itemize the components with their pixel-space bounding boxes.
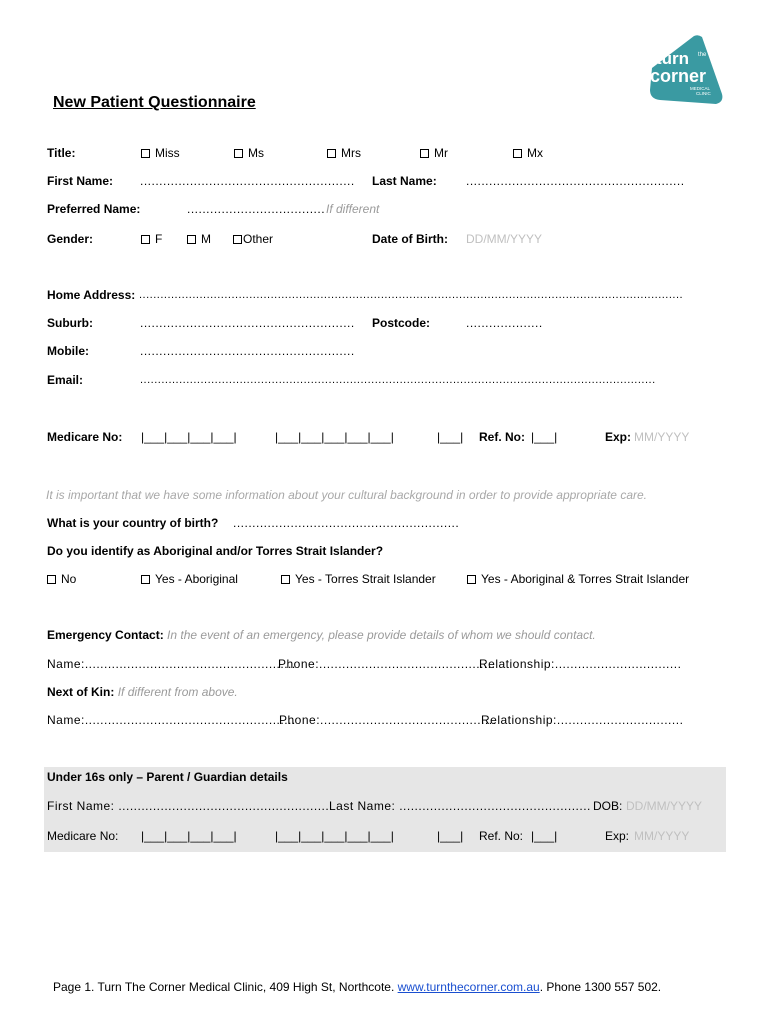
clinic-website-link[interactable]: www.turnthecorner.com.au	[397, 980, 540, 994]
preferred-name-hint: If different	[326, 202, 380, 216]
logo-the-text: the	[698, 52, 707, 58]
checkbox-icon[interactable]	[141, 575, 150, 584]
medicare-group-1[interactable]: |___|___|___|___|	[141, 430, 237, 444]
title-option-mr[interactable]: Mr	[420, 146, 448, 160]
first-name-label: First Name:	[47, 174, 114, 188]
logo-sub1-text: MEDICAL	[690, 86, 711, 91]
next-of-kin-hint: If different from above.	[117, 685, 238, 699]
gender-option-f[interactable]: F	[141, 232, 162, 246]
guardian-medicare-group-3[interactable]: |___|	[437, 829, 464, 843]
checkbox-icon[interactable]	[141, 149, 150, 158]
first-name-field[interactable]: ........................................................	[140, 174, 355, 188]
home-address-label: Home Address:	[47, 288, 136, 302]
logo-turn-text: turn	[656, 49, 690, 68]
checkbox-icon[interactable]	[327, 149, 336, 158]
clinic-logo	[646, 34, 724, 106]
emergency-name-field[interactable]: Name:.......................................................	[47, 657, 296, 671]
checkbox-icon[interactable]	[234, 149, 243, 158]
guardian-medicare-group-2[interactable]: |___|___|___|___|___|	[275, 829, 394, 843]
dob-label: Date of Birth:	[372, 232, 448, 246]
emergency-contact-hint: In the event of an emergency, please provide details of whom we should contact.	[167, 628, 596, 642]
medicare-exp-field[interactable]: MM/YYYY	[634, 430, 690, 444]
emergency-relationship-field[interactable]: Relationship:.................................	[479, 657, 682, 671]
guardian-ref-field[interactable]: |___|	[531, 829, 558, 843]
email-label: Email:	[47, 373, 84, 387]
logo-sub2-text: CLINIC	[696, 91, 711, 96]
form-title: New Patient Questionnaire	[53, 94, 256, 111]
guardian-ref-label: Ref. No:	[479, 829, 524, 843]
postcode-field[interactable]: ....................	[466, 316, 543, 330]
aboriginal-option-torres[interactable]: Yes - Torres Strait Islander	[281, 572, 436, 586]
footer-phone: . Phone 1300 557 502.	[539, 980, 662, 994]
kin-name-field[interactable]: Name:.......................................................	[47, 713, 296, 727]
mobile-label: Mobile:	[47, 344, 89, 358]
page-footer	[53, 980, 661, 994]
title-option-mx[interactable]: Mx	[513, 146, 543, 160]
gender-option-m[interactable]: M	[187, 232, 211, 246]
emergency-phone-field[interactable]: Phone:..............................................	[278, 657, 496, 671]
gender-label: Gender:	[47, 232, 94, 246]
checkbox-icon[interactable]	[467, 575, 476, 584]
preferred-name-field[interactable]: ....................................	[187, 202, 326, 216]
guardian-last-name-field[interactable]: Last Name: ..................................................	[329, 799, 591, 813]
country-of-birth-field[interactable]: ...........................................................	[233, 516, 460, 530]
checkbox-icon[interactable]	[47, 575, 56, 584]
postcode-label: Postcode:	[372, 316, 431, 330]
guardian-medicare-group-1[interactable]: |___|___|___|___|	[141, 829, 237, 843]
checkbox-icon[interactable]	[187, 235, 196, 244]
guardian-exp-label: Exp:	[605, 829, 630, 843]
medicare-group-2[interactable]: |___|___|___|___|___|	[275, 430, 394, 444]
guardian-heading: Under 16s only – Parent / Guardian details	[47, 770, 288, 784]
checkbox-icon[interactable]	[420, 149, 429, 158]
last-name-field[interactable]: .........................................................	[466, 174, 685, 188]
medicare-group-3[interactable]: |___|	[437, 430, 464, 444]
next-of-kin-heading	[47, 685, 238, 699]
logo-corner-text: corner	[650, 66, 707, 86]
dob-field[interactable]: DD/MM/YYYY	[466, 232, 543, 246]
title-option-miss[interactable]: Miss	[141, 146, 180, 160]
kin-relationship-field[interactable]: Relationship:.................................	[481, 713, 684, 727]
aboriginal-option-both[interactable]: Yes - Aboriginal & Torres Strait Islander	[467, 572, 689, 586]
mobile-field[interactable]: ........................................................	[140, 344, 355, 358]
medicare-ref-field[interactable]: |___|	[531, 430, 558, 444]
title-option-ms[interactable]: Ms	[234, 146, 264, 160]
kin-phone-field[interactable]: Phone:..............................................	[279, 713, 497, 727]
guardian-exp-field[interactable]: MM/YYYY	[634, 829, 690, 843]
country-of-birth-label: What is your country of birth?	[47, 516, 219, 530]
guardian-first-name-field[interactable]: First Name: .......................................................	[47, 799, 330, 813]
suburb-field[interactable]: ........................................................	[140, 316, 355, 330]
gender-option-other[interactable]: Other	[233, 232, 273, 246]
checkbox-icon[interactable]	[141, 235, 150, 244]
title-option-mrs[interactable]: Mrs	[327, 146, 361, 160]
checkbox-icon[interactable]	[513, 149, 522, 158]
last-name-label: Last Name:	[372, 174, 437, 188]
guardian-medicare-label: Medicare No:	[47, 829, 119, 843]
checkbox-icon[interactable]	[281, 575, 290, 584]
cultural-note: It is important that we have some information about your cultural background in order to provide appropriate care.	[46, 488, 647, 502]
aboriginal-question: Do you identify as Aboriginal and/or Torres Strait Islander?	[47, 544, 384, 558]
aboriginal-option-aboriginal[interactable]: Yes - Aboriginal	[141, 572, 238, 586]
checkbox-icon[interactable]	[233, 235, 242, 244]
suburb-label: Suburb:	[47, 316, 93, 330]
footer-address: Page 1. Turn The Corner Medical Clinic, 409 High St, Northcote.	[53, 980, 398, 994]
medicare-exp-label: Exp:	[605, 430, 632, 444]
medicare-label: Medicare No:	[47, 430, 123, 444]
medicare-ref-label: Ref. No:	[479, 430, 525, 444]
home-address-field[interactable]: .........................................................................................................................................................	[139, 289, 684, 301]
next-of-kin-label: Next of Kin:	[47, 685, 115, 699]
email-field[interactable]: .................................................................................................................................................	[140, 374, 656, 386]
preferred-name-label: Preferred Name:	[47, 202, 141, 216]
emergency-contact-heading	[47, 628, 596, 642]
aboriginal-option-no[interactable]: No	[47, 572, 76, 586]
title-label: Title:	[47, 146, 76, 160]
guardian-dob-label: DOB:	[593, 799, 623, 813]
emergency-contact-label: Emergency Contact:	[47, 628, 164, 642]
guardian-dob-field[interactable]: DD/MM/YYYY	[626, 799, 703, 813]
